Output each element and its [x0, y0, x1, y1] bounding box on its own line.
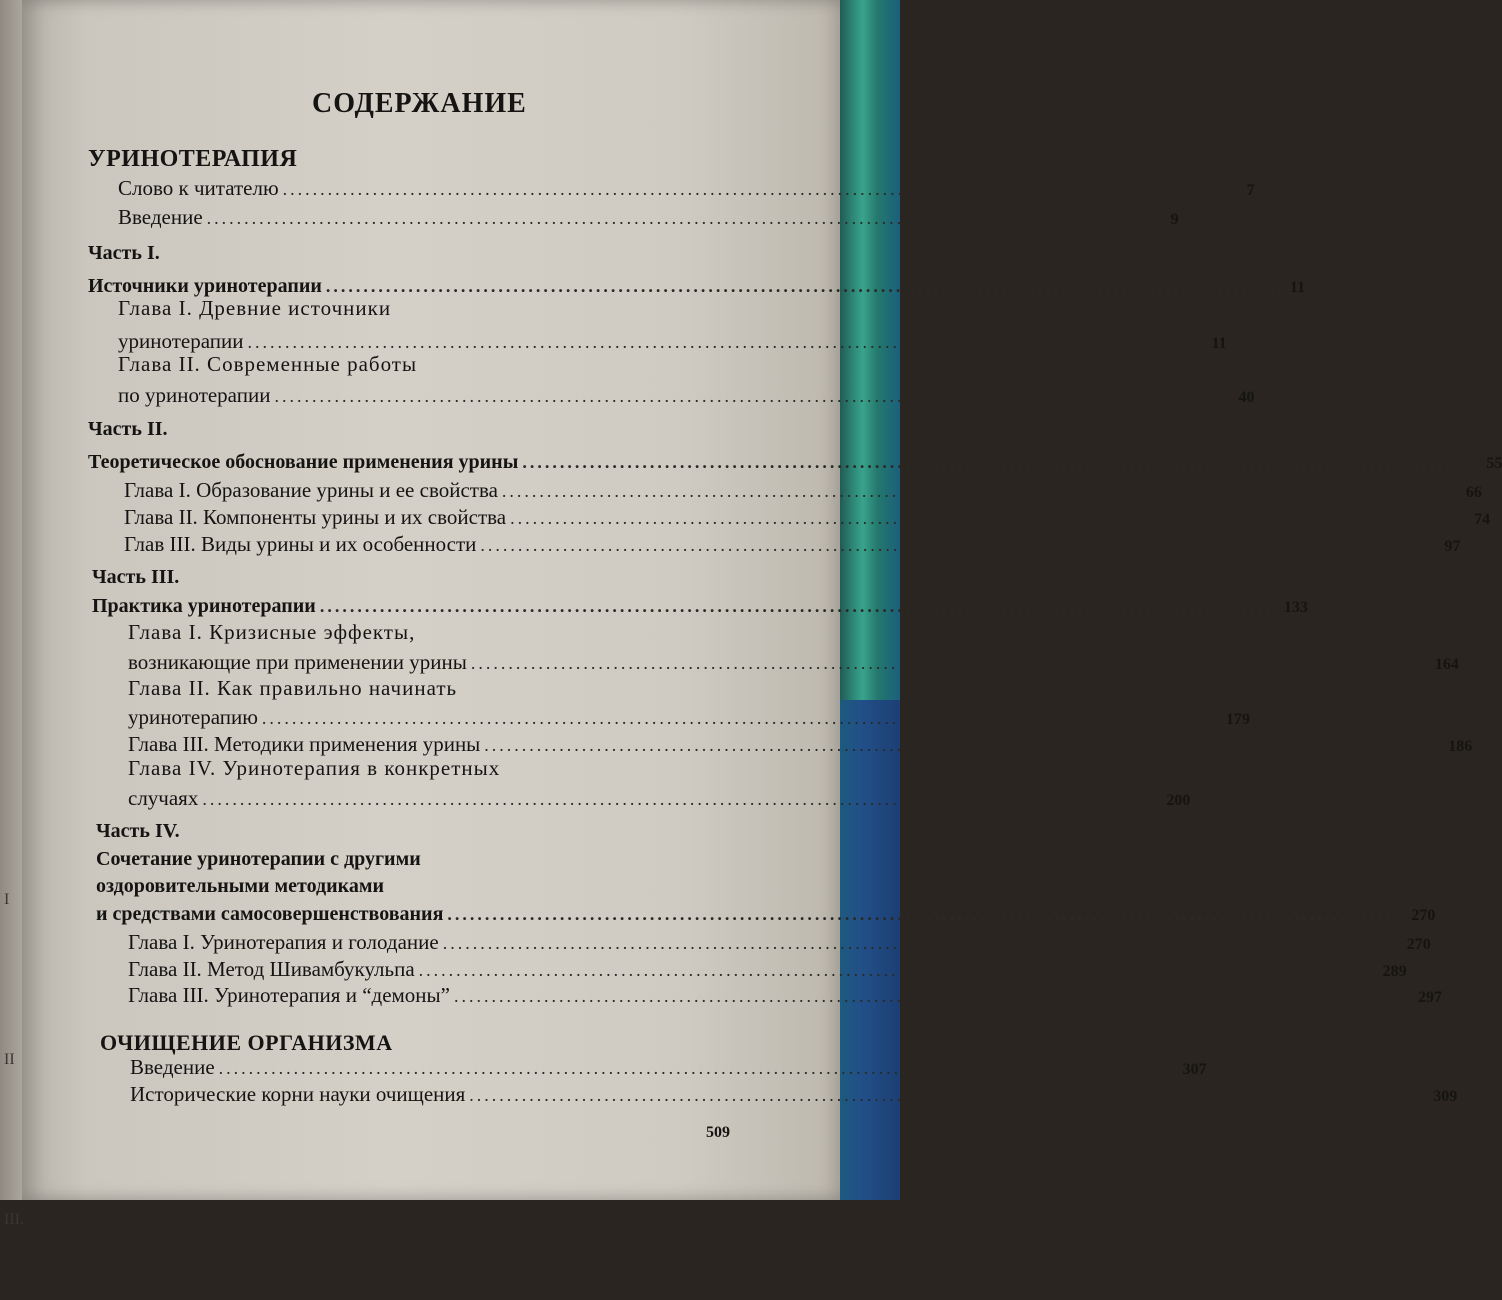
- book-page: [22, 0, 1502, 1200]
- toc-part-heading: Часть IV.: [96, 820, 180, 842]
- toc-leader-dots: [447, 904, 1407, 925]
- toc-entry-title: Глава II. Компоненты урины и их свойства: [124, 505, 507, 529]
- toc-leader-dots: [454, 986, 1414, 1007]
- toc-entry-page: 186: [1448, 738, 1473, 755]
- toc-leader-dots: [480, 535, 1440, 556]
- toc-entry-title: Глава I. Уринотерапия и голодание: [128, 930, 439, 954]
- toc-entry: [124, 505, 1491, 530]
- toc-entry-title: Введение: [130, 1055, 215, 1079]
- toc-entry-title: Теоретическое обоснование применения урины: [88, 451, 519, 473]
- toc-entry-page: 55: [1486, 455, 1502, 472]
- toc-entry-page: 270: [1406, 936, 1431, 953]
- toc-entry-title: Сочетание уринотерапии с другими: [96, 848, 421, 870]
- toc-entry-page: 11: [1211, 335, 1227, 352]
- toc-part-heading: Часть III.: [92, 566, 180, 588]
- toc-leader-dots: [247, 332, 1207, 353]
- toc-leader-dots: [320, 596, 1280, 617]
- toc-entry-page: 7: [1246, 182, 1255, 199]
- toc-entry: [130, 1082, 1458, 1107]
- toc-entry: [118, 383, 1255, 408]
- toc-leader-dots: [502, 481, 1462, 502]
- toc-entry-title: Исторические корни науки очищения: [130, 1082, 466, 1106]
- toc-entry-title: уринотерапию: [128, 705, 258, 729]
- toc-leader-dots: [510, 508, 1470, 529]
- toc-entry: [118, 329, 1227, 354]
- toc-entry-page: 289: [1382, 963, 1407, 980]
- toc-entry-page: 164: [1434, 656, 1459, 673]
- toc-entry-title: Источники уринотерапии: [88, 275, 322, 297]
- toc-entry: [130, 1055, 1207, 1080]
- toc-entry-title: и средствами самосовершенствования: [96, 903, 444, 925]
- toc-leader-dots: [207, 208, 1167, 229]
- toc-entry-page: 270: [1411, 907, 1436, 924]
- toc-entry: [124, 478, 1482, 503]
- toc-entry-page: 66: [1465, 484, 1482, 501]
- toc-entry-title: оздоровительными методиками: [96, 875, 385, 897]
- toc-leader-dots: [202, 789, 1162, 810]
- toc-part-heading: Часть II.: [88, 418, 168, 440]
- toc-entry-title: Глава III. Методики применения урины: [128, 732, 481, 756]
- toc-entry-page: 307: [1182, 1061, 1207, 1078]
- toc-leader-dots: [262, 708, 1222, 729]
- toc-section: УРИНОТЕРАПИЯ: [88, 146, 298, 172]
- toc-entry-page: 200: [1166, 792, 1191, 809]
- toc-entry: [118, 205, 1179, 230]
- toc-entry-title: Практика уринотерапии: [92, 595, 316, 617]
- toc-entry: [88, 451, 1502, 474]
- toc-entry-page: 11: [1289, 279, 1306, 296]
- toc-entry: [92, 595, 1308, 618]
- toc-leader-dots: [419, 960, 1379, 981]
- toc-entry-page: 74: [1474, 511, 1491, 528]
- toc-leader-dots: [471, 653, 1431, 674]
- toc-entry-title: Глава III. Уринотерапия и “демоны”: [128, 983, 450, 1007]
- toc-entry: [96, 903, 1436, 926]
- toc-leader-dots: [283, 179, 1243, 200]
- page-title: СОДЕРЖАНИЕ: [312, 88, 527, 119]
- toc-entry-title: возникающие при применении урины: [128, 650, 467, 674]
- toc-entry-title: Введение: [118, 205, 203, 229]
- toc-entry: [118, 176, 1255, 201]
- toc-entry-title: по уринотерапии: [118, 383, 271, 407]
- toc-entry-title: Глава I. Кризисные эффекты,: [128, 620, 416, 644]
- toc-entry: [128, 732, 1473, 757]
- toc-entry: [128, 957, 1407, 982]
- toc-entry-title: уринотерапии: [118, 329, 244, 353]
- toc-entry-title: Глава II. Как правильно начинать: [128, 676, 458, 700]
- toc-entry: [88, 275, 1306, 298]
- page-number: 509: [706, 1124, 730, 1141]
- toc-entry-page: 297: [1417, 989, 1442, 1006]
- toc-entry: [128, 705, 1250, 730]
- toc-entry-page: 40: [1238, 389, 1255, 406]
- toc-entry-page: 179: [1225, 711, 1250, 728]
- toc-entry-title: Слово к читателю: [118, 176, 279, 200]
- toc-section: ОЧИЩЕНИЕ ОРГАНИЗМА: [100, 1030, 393, 1055]
- toc-entry-page: 133: [1283, 599, 1308, 616]
- left-page-marks: I II III.: [4, 891, 24, 1228]
- toc-entry-title: Глава I. Древние источники: [118, 296, 392, 320]
- toc-entry-title: случаях: [128, 786, 199, 810]
- toc-leader-dots: [219, 1058, 1179, 1079]
- toc-entry-page: 309: [1433, 1088, 1458, 1105]
- toc-leader-dots: [522, 452, 1482, 473]
- toc-entry-title: Глав III. Виды урины и их особенности: [124, 532, 477, 556]
- toc-entry: [128, 650, 1459, 675]
- toc-entry-title: Глава II. Современные работы: [118, 352, 418, 376]
- toc-entry-title: Глава II. Метод Шивамбукульпа: [128, 957, 415, 981]
- toc-entry: [128, 930, 1431, 955]
- toc-leader-dots: [469, 1085, 1429, 1106]
- toc-leader-dots: [484, 735, 1444, 756]
- toc-entry-page: 9: [1170, 211, 1179, 228]
- toc-entry: [128, 786, 1191, 811]
- toc-entry: [128, 983, 1442, 1008]
- toc-leader-dots: [443, 933, 1403, 954]
- toc-entry-title: Глава I. Образование урины и ее свойства: [124, 478, 498, 502]
- toc-entry-page: 97: [1444, 538, 1461, 555]
- toc-entry: [124, 532, 1461, 557]
- toc-part-heading: Часть I.: [88, 242, 160, 264]
- toc-entry-title: Глава IV. Уринотерапия в конкретных: [128, 756, 501, 780]
- toc-leader-dots: [326, 276, 1286, 297]
- toc-leader-dots: [274, 386, 1234, 407]
